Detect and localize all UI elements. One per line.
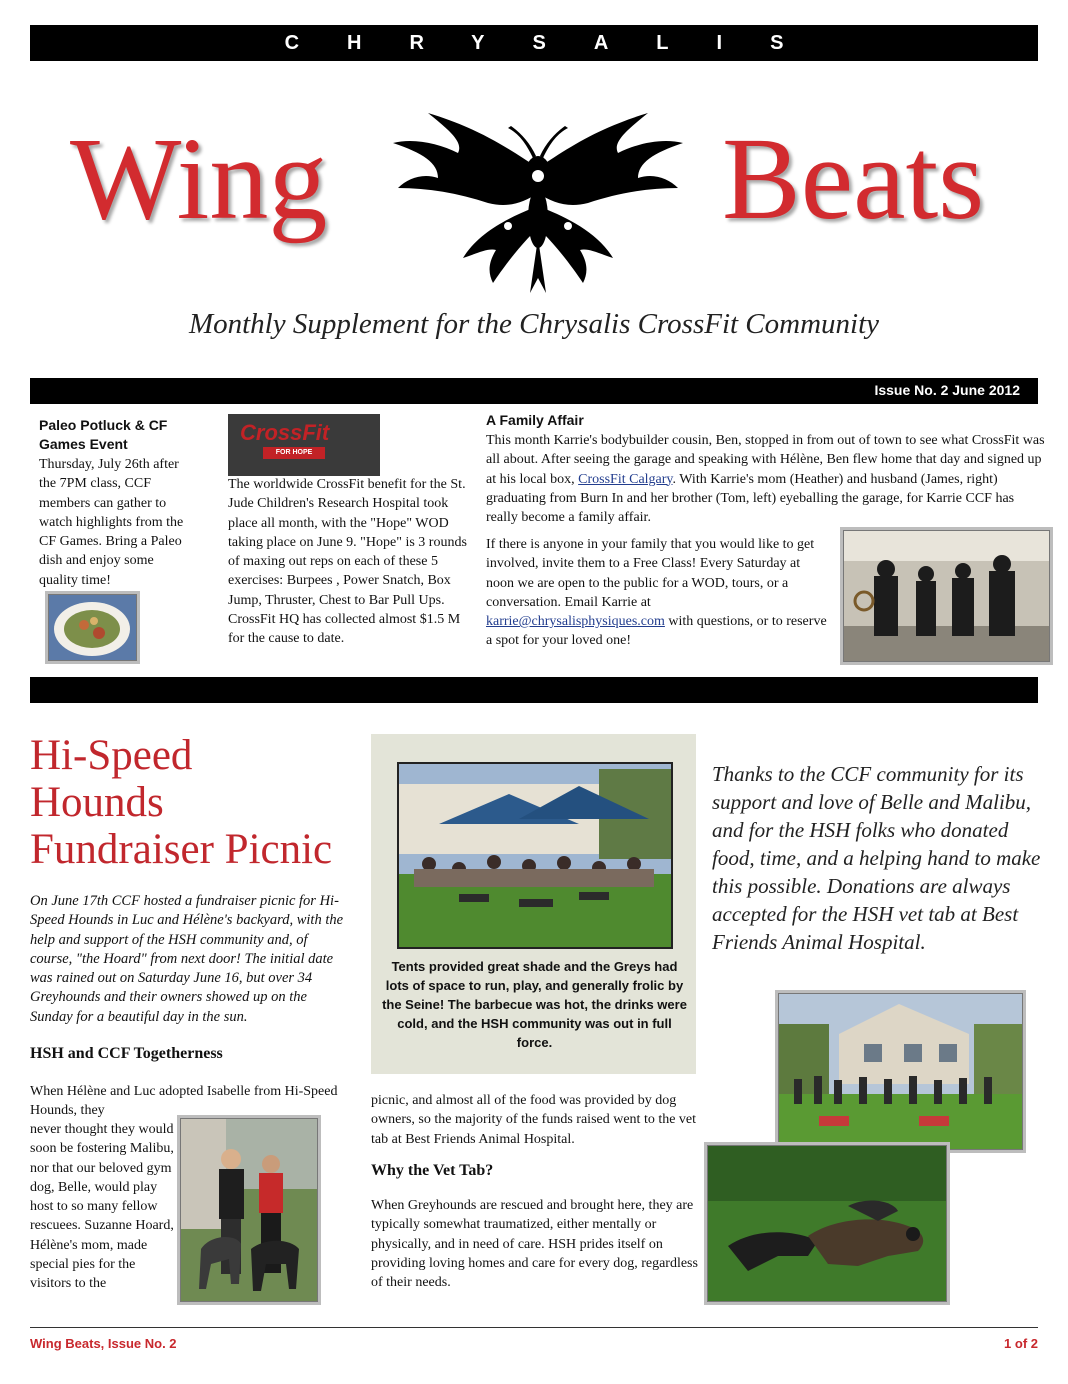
group-photo-house bbox=[778, 993, 1023, 1150]
family-affair-text: This month Karrie's bodybuilder cousin, Ben, stopped in from out of town to see what CrossFit was all about. After seeing the garage and speaking with Hélène, Ben flew home that day and signed up at his local box, bbox=[486, 433, 1045, 487]
email-link[interactable]: karrie@chrysalisphysiques.com bbox=[486, 614, 665, 630]
wordmark-right: Beats bbox=[722, 113, 985, 244]
paleo-body: Thursday, July 26th after the 7PM class, CCF members can gather to watch highlights from the CF Games. Bring a Paleo dish and enjoy some quality time! bbox=[39, 457, 184, 588]
issue-bar bbox=[30, 378, 1038, 404]
crossfit-calgary-link[interactable]: CrossFit Calgary bbox=[578, 471, 673, 487]
picnic-tents-photo bbox=[397, 762, 673, 949]
invite-text-cont: with questions, or to reserve a spot for your loved one! bbox=[486, 614, 827, 649]
family-affair-heading: A Family Affair bbox=[486, 412, 584, 428]
section-divider-bar bbox=[30, 677, 1038, 703]
footer-left: Wing Beats, Issue No. 2 bbox=[30, 1336, 177, 1351]
issue-label: Issue No. 2 June 2012 bbox=[874, 382, 1020, 398]
feature-title-line-2: Hounds bbox=[30, 779, 164, 826]
feature-intro: On June 17th CCF hosted a fundraiser picnic for Hi-Speed Hounds in Luc and Hélène's backyard, with the help and support of the HSH community and, of course, "the Hoard" from next door! The initial date was rained out on Saturday June 16, but over 34 Greyhounds and their owners showed up on the Sunday for a beautiful day in the sun. bbox=[30, 893, 344, 1025]
family-affair-paragraph-2 bbox=[486, 535, 831, 651]
couple-with-greyhounds-photo bbox=[180, 1118, 318, 1302]
togetherness-continued: picnic, and almost all of the food was provided by dog owners, so the majority of the funds raised went to the vet tab at Best Friends Animal Hospital. bbox=[371, 1093, 697, 1147]
family-photo bbox=[843, 530, 1050, 662]
feature-title-line-1: Hi-Speed bbox=[30, 732, 193, 779]
thanks-note: Thanks to the CCF community for its support and love of Belle and Malibu, and for the HSH folks who donated food, time, and a helping hand to make this possible. Donations are always accepted for the HSH vet tab at Best Friends Animal Hospital. bbox=[712, 762, 1041, 954]
crossfit-hope-body: The worldwide CrossFit benefit for the St. Jude Children's Research Hospital took place all month, with the "Hope" WOD taking place on June 9. "Hope" is 3 rounds of maxing out reps on each of these 5 exercises: Burpees , Power Snatch, Box Jump, Thruster, Chest to Bar Pull Ups. CrossFit HQ has collected almost $1.5 M for the cause to date. bbox=[228, 477, 467, 647]
family-affair-paragraph-1 bbox=[486, 431, 1046, 527]
paleo-heading: Paleo Potluck & CF Games Event bbox=[39, 417, 168, 452]
paleo-food-photo bbox=[48, 594, 137, 661]
wordmark-left: Wing bbox=[70, 113, 328, 244]
crossfit-logo-subtext: FOR HOPE bbox=[263, 447, 325, 459]
top-banner bbox=[30, 25, 1038, 61]
togetherness-wrap: never thought they would soon be fostering Malibu, nor that our beloved gym dog, Belle, would play host to so many fellow rescuees. Suzanne Hoard, Hélène's mom, made special pies for the visitors to the bbox=[30, 1122, 174, 1292]
crossfit-logo-text: CrossFit bbox=[240, 420, 330, 445]
butterfly-emblem-icon bbox=[368, 108, 708, 298]
togetherness-lead: When Hélène and Luc adopted Isabelle from Hi-Speed Hounds, they bbox=[30, 1084, 338, 1119]
subhead-vet-tab: Why the Vet Tab? bbox=[371, 1162, 494, 1179]
footer-rule bbox=[30, 1327, 1038, 1328]
footer-page-number: 1 of 2 bbox=[1004, 1336, 1038, 1351]
vet-tab-body: When Greyhounds are rescued and brought here, they are typically somewhat traumatized, either mentally or physically, and in need of care. HSH prides itself on providing loving homes and care for every dog, regardless of their needs. bbox=[371, 1198, 698, 1291]
running-greyhounds-photo bbox=[707, 1145, 947, 1302]
feature-title bbox=[30, 732, 332, 873]
family-affair-text-cont: . With Karrie's mom (Heather) and husband (James, right) graduating from Burn In and her brother (Tom, left) eyeballing the garage, for Karrie CCF has really become a family affair. bbox=[486, 471, 1015, 526]
picnic-caption: Tents provided great shade and the Greys had lots of space to run, play, and generally frolic by the Seine! The barbecue was hot, the drinks were cold, and the HSH community was out in full force. bbox=[382, 959, 687, 1050]
invite-text: If there is anyone in your family that you would like to get involved, invite them to a Free Class! Every Saturday at noon we are open to the public for a WOD, tours, or a conversation. Email Karrie at bbox=[486, 537, 815, 610]
subhead-togetherness: HSH and CCF Togetherness bbox=[30, 1045, 223, 1062]
crossfit-for-hope-logo bbox=[228, 414, 380, 476]
feature-title-line-3: Fundraiser Picnic bbox=[30, 826, 333, 873]
top-banner-text: CHRYSALIS bbox=[284, 31, 832, 54]
newsletter-subtitle: Monthly Supplement for the Chrysalis CrossFit Community bbox=[188, 308, 880, 340]
